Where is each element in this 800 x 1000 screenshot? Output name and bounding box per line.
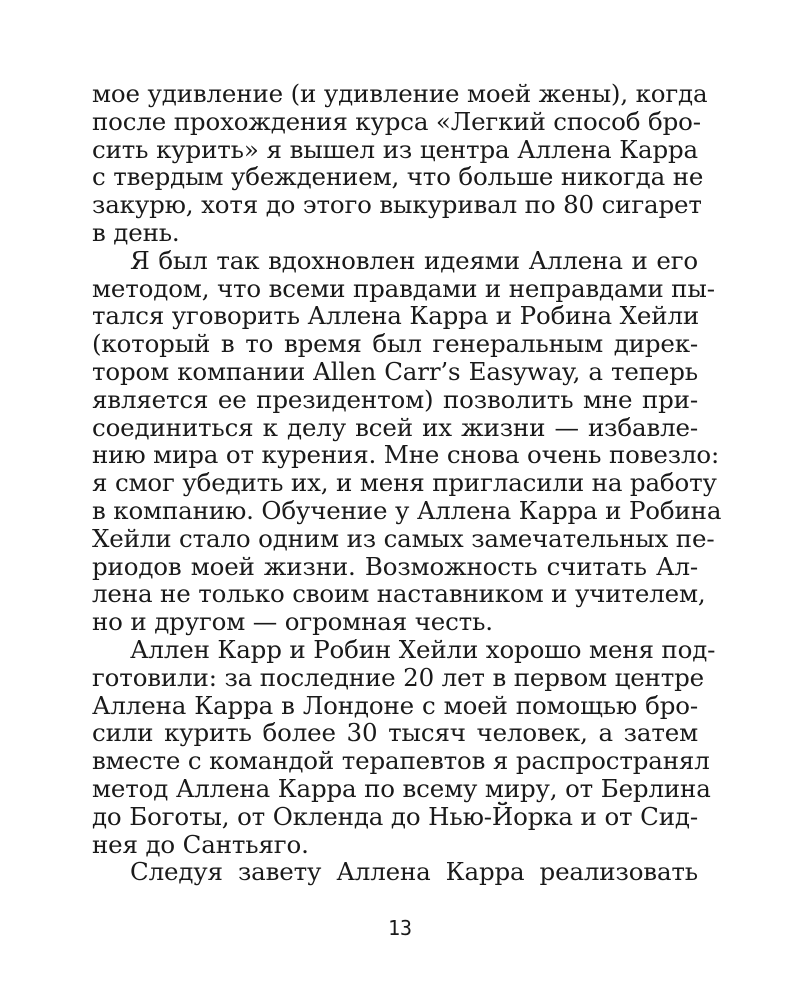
- text-line: готовили: за последние 20 лет в первом центре: [92, 662, 705, 692]
- page-number: 13: [387, 916, 413, 940]
- text-line: (который в то время был генеральным дирек-: [92, 329, 698, 359]
- text-line: но и другом — огромная честь.: [92, 607, 493, 637]
- text-line: Аллена Карра в Лондоне с моей помощью бро-: [92, 690, 698, 720]
- paragraph-3: [92, 634, 716, 859]
- text-line: метод Аллена Карра по всему миру, от Берлина: [92, 773, 711, 803]
- text-line: вместе с командой терапевтов я распространял: [92, 746, 710, 776]
- paragraph-4: [92, 858, 698, 886]
- text-line: тором компании Allen Carr’s Easyway, а теперь: [92, 356, 698, 386]
- text-line: мое удивление (и удивление моей жены), когда: [92, 79, 708, 108]
- text-line: риодов моей жизни. Возможность считать Ал-: [92, 551, 698, 581]
- text-line: в день.: [92, 217, 180, 247]
- text-line: лена не только своим наставником и учителем,: [92, 579, 706, 609]
- text-line: Я был так вдохновлен идеями Аллена и его: [130, 245, 698, 275]
- text-line: Аллен Карр и Робин Хейли хорошо меня под-: [130, 634, 716, 664]
- text-line: нея до Сантьяго.: [92, 829, 309, 859]
- text-line: я смог убедить их, и меня пригласили на работу: [92, 468, 717, 498]
- text-line: методом, что всеми правдами и неправдами пы-: [92, 273, 715, 303]
- paragraph-1: [92, 79, 708, 247]
- text-line: с твердым убеждением, что больше никогда не: [92, 162, 704, 192]
- text-line: закурю, хотя до этого выкуривал по 80 сигарет: [92, 190, 702, 220]
- text-line: является ее президентом) позволить мне при-: [92, 384, 698, 414]
- text-line: Хейли стало одним из самых замечательных пе-: [92, 523, 715, 553]
- paragraph-2: [92, 245, 722, 637]
- text-line: сить курить» я вышел из центра Аллена Карра: [92, 134, 698, 164]
- text-line: после прохождения курса «Легкий способ бро-: [92, 106, 701, 136]
- page-body: [92, 79, 722, 887]
- text-line: нию мира от курения. Мне снова очень повезло:: [92, 440, 720, 470]
- text-line: сили курить более 30 тысяч человек, а затем: [92, 718, 698, 748]
- text-line: тался уговорить Аллена Карра и Робина Хейли: [92, 301, 700, 331]
- text-line: соединиться к делу всей их жизни — избавле-: [92, 412, 698, 442]
- text-line: до Боготы, от Окленда до Нью-Йорка и от Сид-: [92, 801, 698, 831]
- text-line: в компанию. Обучение у Аллена Карра и Робина: [92, 495, 722, 525]
- text-line: Следуя завету Аллена Карра реализовать: [130, 857, 698, 887]
